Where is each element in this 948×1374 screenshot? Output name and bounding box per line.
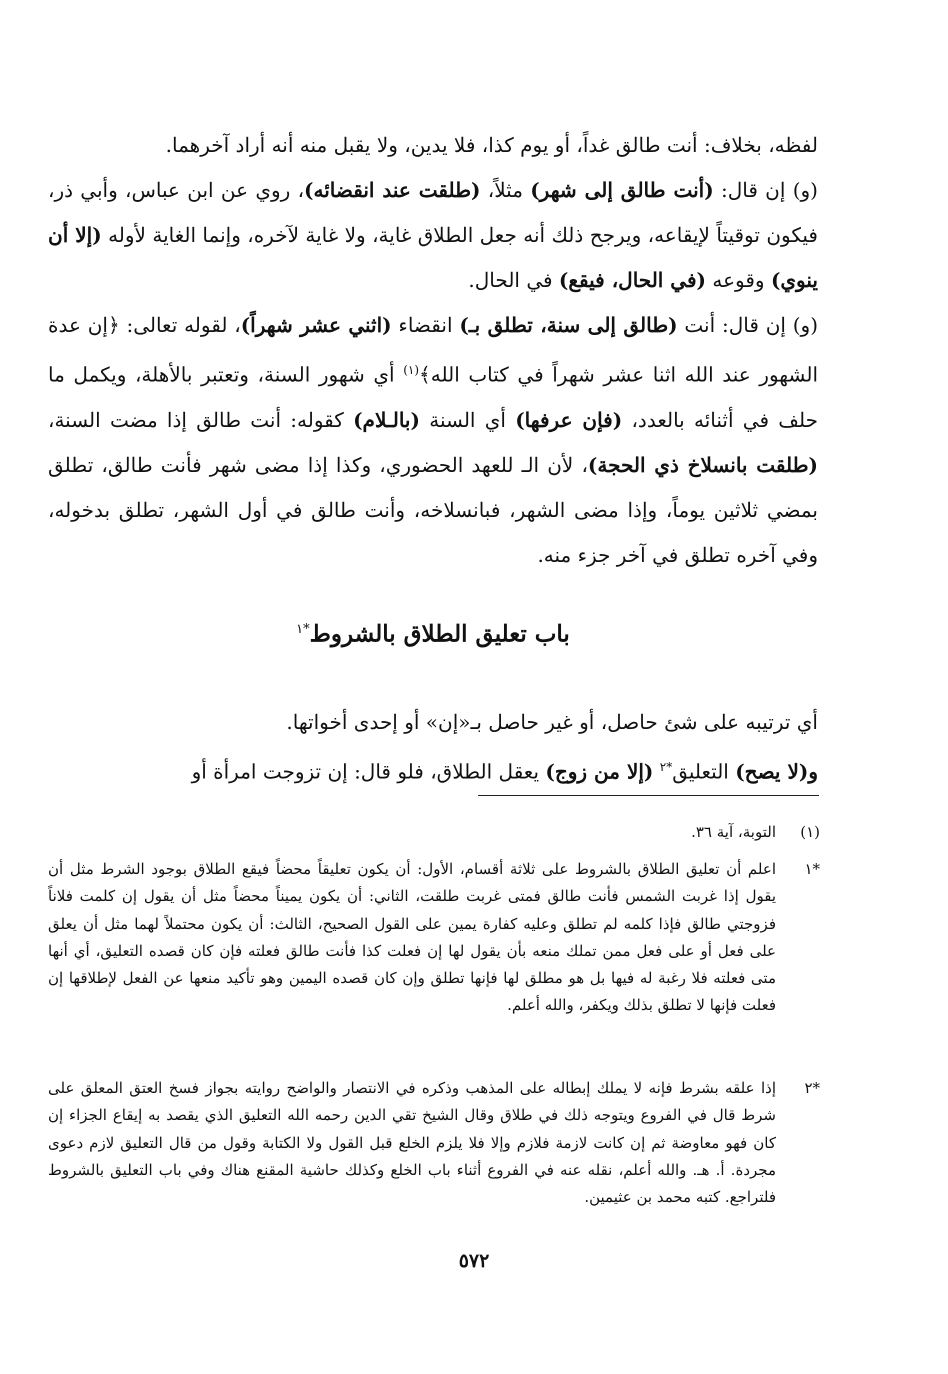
text-run: التعليق: [672, 759, 736, 784]
bold-term: (إلا من زوج): [545, 759, 654, 784]
footnote-mark: *٢: [804, 1079, 820, 1097]
bold-term: (طلقت عند انقضائه): [304, 178, 481, 202]
text-run: يعقل الطلاق، فلو قال: إن تزوجت امرأة أو: [191, 759, 546, 784]
text-run: (و) إن قال: أنت: [677, 313, 819, 337]
text-run: أي شهور السنة، وتعتبر بالأهلة، ويكمل ما حلف في أثنائه بالعدد،: [48, 362, 818, 432]
footnote-2: [48, 856, 820, 1020]
footnote-1: [48, 819, 820, 846]
text-run: مثلاً،: [480, 178, 531, 202]
text-run: انقضاء: [391, 313, 460, 337]
text-run: (و) إن قال:: [713, 178, 818, 202]
text-run: ، روي عن ابن عباس، وأبي ذر، فيكون توقيتاً لإيقاعه، ويرجح ذلك أنه جعل الطلاق غاية، ولا غاية لآخره، وإنما الغاية لأوله: [48, 178, 818, 247]
bold-term: (أنت طالق إلى شهر): [530, 178, 714, 202]
footnote-mark: *١: [804, 860, 820, 878]
footnote-text: اعلم أن تعليق الطلاق بالشروط على ثلاثة أقسام، الأول: أن يكون تعليقاً محضاً فيقع الطلاق بوجود الشرط مثل أن يقول إذا غربت الشمس فأنت طالق فمتى غربت طلقت، الثاني: أن يكون يميناً محضاً مثل أن يقول إن كلمت فلاناً فزوجتي طالق فإذا كلمه لم تطلق وعليه كفارة يمين على القول الصحيح، الثالث: أن يكون محتملاً لهما مثل أن يعلق على فعل أو على فعل ممن تملك منعه بأن يقول لها إن فعلت كذا فأنت طالق فعلته فإن كان قصده التعليق، أي أنها متى فعلته فلا رغبة له فيها بل هو مطلق لها فإنها تطلق وإن كان قصده اليمين وهو تأكيد منعها عن الفعل لإطلاقها إن فعلت فإنها لا تطلق بذلك ويكفر، والله أعلم.: [48, 860, 776, 1015]
bold-term: (طالق إلى سنة، تطلق بـ): [459, 313, 678, 337]
footnote-reference: *٢: [659, 760, 673, 774]
paragraph-3: [48, 303, 818, 578]
chapter-footnote-mark: *١: [296, 622, 310, 637]
footnote-3: [48, 1075, 820, 1211]
paragraph-5: [48, 745, 818, 795]
footnote-mark: (١): [800, 823, 820, 841]
footnote-text: التوبة، آية ٣٦.: [691, 823, 776, 841]
text-run: وقوعه: [706, 268, 771, 292]
bold-term: (إلا أن ينوي): [48, 223, 818, 292]
text-run: ، لقوله تعالى: ﴿إن عدة الشهور عند الله اثنا عشر شهراً في كتاب الله﴾: [48, 313, 819, 387]
bold-term: (في الحال، فيقع): [558, 268, 707, 292]
text-run: كقوله: أنت طالق إذا مضت السنة،: [48, 407, 354, 432]
paragraph-4: أي ترتيبه على شئ حاصل، أو غير حاصل بـ«إن» أو إحدى أخواتها.: [286, 710, 818, 734]
bold-term: و(لا يصح): [735, 759, 818, 784]
footnote-text: إذا علقه بشرط فإنه لا يملك إبطاله على المذهب وذكره في الانتصار والواضح روايته بجواز فسخ العتق المعلق على شرط قال في الفروع ويتوجه ذلك في طلاق وقال الشيخ تقي الدين رحمه الله التعليق الذي يقصد به إيقاع الجزاء إن كان فهو معاوضة ثم إن كانت لازمة فلازم وإلا فلا يلزم الخلع قبل القول ولا الكتابة وقول من قال التعليق لازم دعوى مجردة. أ. هـ. والله أعلم، نقله عنه في الفروع أثناء باب الخلع وكذلك حاشية المقنع هناك وفي باب التعليق بالشروط فلتراجع. كتبه محمد بن عثيمين.: [48, 1079, 776, 1207]
bold-term: (طلقت بانسلاخ ذي الحجة): [587, 452, 818, 477]
paragraph-1: لفظه، بخلاف: أنت طالق غداً، أو يوم كذا، فلا يدين، ولا يقبل منه أنه أراد آخرهما.: [165, 133, 818, 157]
page-number: ٥٧٢: [458, 1250, 490, 1272]
text-run: ، لأن الـ للعهد الحضوري، وكذا إذا مضى شهر فأنت طالق، تطلق بمضي ثلاثين يوماً، وإذا مضى الشهر، فبانسلاخه، وأنت طالق في أول الشهر، تطلق بدخوله، وفي آخره تطلق في آخر جزء منه.: [48, 452, 818, 567]
main-text-block-2: [48, 700, 818, 795]
chapter-title: باب تعليق الطلاق بالشروط: [309, 620, 570, 648]
footnote-divider: [478, 795, 819, 796]
bold-term: (بالـلام): [353, 407, 420, 432]
main-text-block: [48, 123, 818, 578]
bold-term: (فإن عرفها): [515, 407, 623, 432]
text-run: في الحال.: [468, 268, 559, 292]
text-run: أي السنة: [419, 407, 516, 432]
bold-term: (اثني عشر شهراً): [240, 313, 392, 337]
footnote-reference: (١): [403, 363, 420, 377]
chapter-heading: [48, 610, 818, 655]
paragraph-2: [48, 168, 818, 303]
